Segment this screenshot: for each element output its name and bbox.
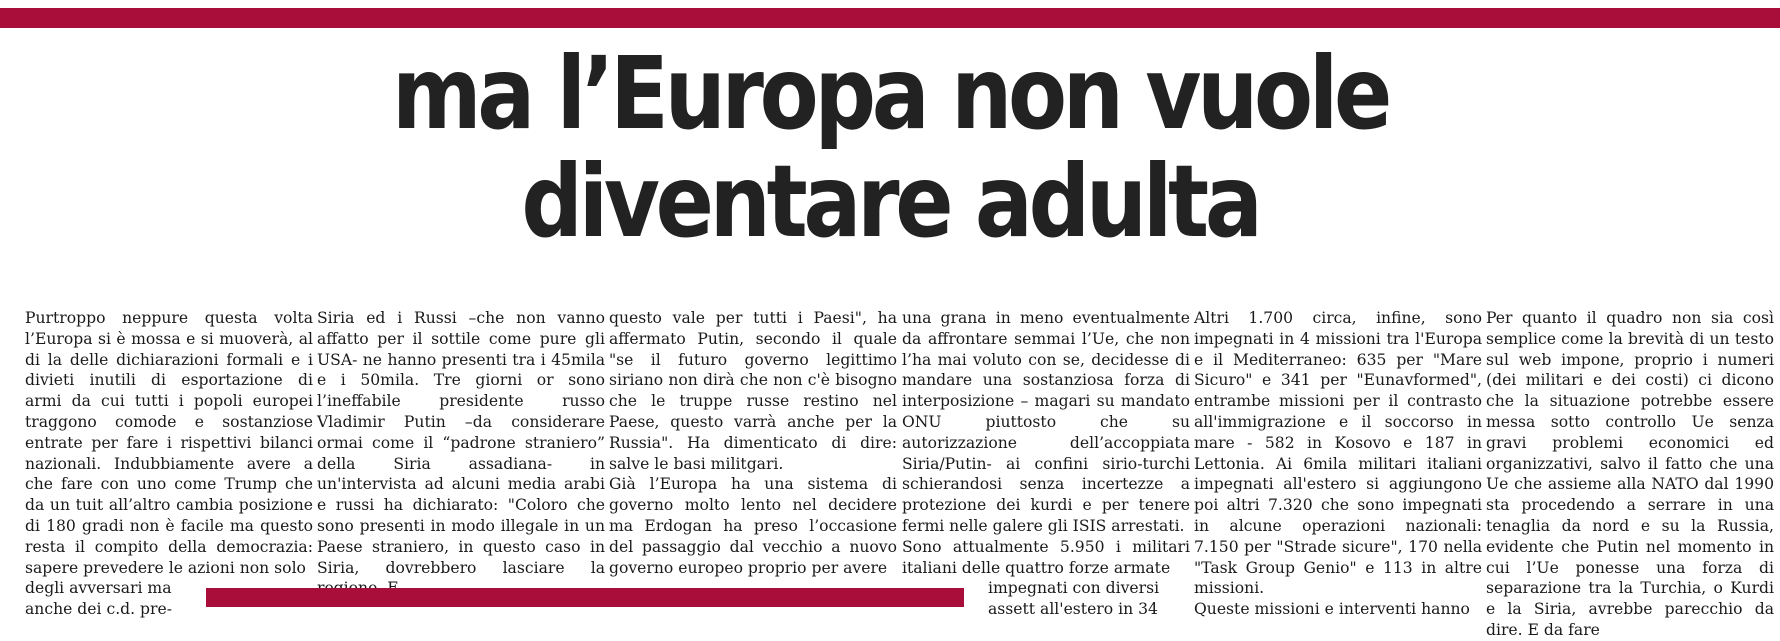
paragraph: Queste missioni e interventi hanno [1194, 600, 1470, 619]
article-column-6 [1486, 308, 1774, 639]
column-tail-line: impegnati con diversi [988, 579, 1160, 598]
paragraph: Già l’Europa ha una sistema di governo molto lento nel decidere ma Erdogan ha preso l’occasione del passaggio dal vecchio a nuovo governo europeo proprio per avere [609, 475, 897, 577]
article-column-1 [25, 308, 313, 618]
paragraph: Altri 1.700 circa, infine, sono impegnati in 4 missioni tra l'Europa e il Mediterraneo: 635 per "Mare Sicuro" e 341 per "Eunavformed", entrambe missioni per il contrasto all'immigrazione e il soccorso in mare - 582 in Kosovo e 187 in Lettonia. Ai 6mila militari italiani impegnati all'estero si aggiungono poi altri 7.320 che sono impegnati in alcune operazioni nazionali: 7.150 per "Strade sicure", 170 nella "Task Group Genio" e 113 in altre missioni. [1194, 309, 1482, 598]
column-tail-line: anche dei c.d. pre- [25, 600, 172, 619]
paragraph: questo vale per tutti i Paesi", ha affermato Putin, secondo il quale "se il futuro governo legittimo siriano non dirà che non c'è bisogno che le truppe russe restino nel Paese, questo varrà anche per la Russia". Ha dimenticato di dire: salve le basi militgari. [609, 309, 897, 473]
paragraph: Per quanto il quadro non sia così semplice come la brevità di un testo sul web impone, proprio i numeri (dei militari e dei costi) ci dicono che la situazione potrebbe essere messa sotto controllo Ue senza gravi problemi economici ed organizzativi, salvo il fatto che una Ue che assieme alla NATO dal 1990 sta procedendo a serrare in una tenaglia da nord e su la Russia, evidente che Putin nel momento in cui l’Ue ponesse una forza di separazione tra la Turchia, o Kurdi e la Siria, avrebbe parecchio da dire. E da fare [1486, 309, 1774, 639]
headline-line-2: diventare adulta [521, 143, 1259, 260]
article-column-4 [902, 308, 1190, 618]
column-tail-line: assett all'estero in 34 [988, 600, 1158, 619]
article-column-3 [609, 308, 897, 618]
paragraph: Sono attualmente 5.950 i militari italiani delle quattro forze armate [902, 537, 1190, 577]
headline-line-1: ma l’Europa non vuole [391, 35, 1389, 152]
top-accent-bar [0, 8, 1780, 28]
article-column-5 [1194, 308, 1482, 618]
paragraph: Siria ed i Russi –che non vanno affatto per il sottile come pure gli USA- ne hanno presenti tra i 45mila e i 50mila. Tre giorni or sono l’ineffabile presidente russo Vladimir Putin –da considerare ormai come il “padrone straniero” della Siria assadiana- in un'intervista ad alcuni media arabi e russi ha dichiarato: "Coloro che sono presenti in modo illegale in un Paese straniero, in questo caso in Siria, dovrebbero lasciare la [317, 309, 605, 577]
bottom-accent-bar [206, 588, 964, 607]
paragraph: Purtroppo neppure questa volta l’Europa si è mossa e si muoverà, al di la delle dichiarazioni formali e i divieti inutili di esportazione di armi da cui tutti i popoli europei traggono comode e sostanziose entrate per fare i rispettivi bilanci nazionali. Indubbiamente avere a che fare con uno come Trump che da un tuit all’altro cambia posizione di 180 gradi non è facile ma questo resta il compito della democrazia: sapere prevedere le azioni non solo [25, 309, 313, 577]
column-tail-line: degli avversari ma [25, 579, 172, 598]
article-column-2 [317, 308, 605, 618]
headline [125, 35, 1656, 260]
paragraph: una grana in meno eventualmente da affrontare semmai l’Ue, che non l’ha mai voluto con se, decidesse di mandare una sostanziosa forza di interposizione – magari su mandato ONU piuttosto che su autorizzazione dell’accoppiata Siria/Putin- ai confini sirio-turchi schierandosi senza incertezze a protezione dei kurdi e per tenere fermi nelle galere gli ISIS arrestati. [902, 309, 1190, 535]
